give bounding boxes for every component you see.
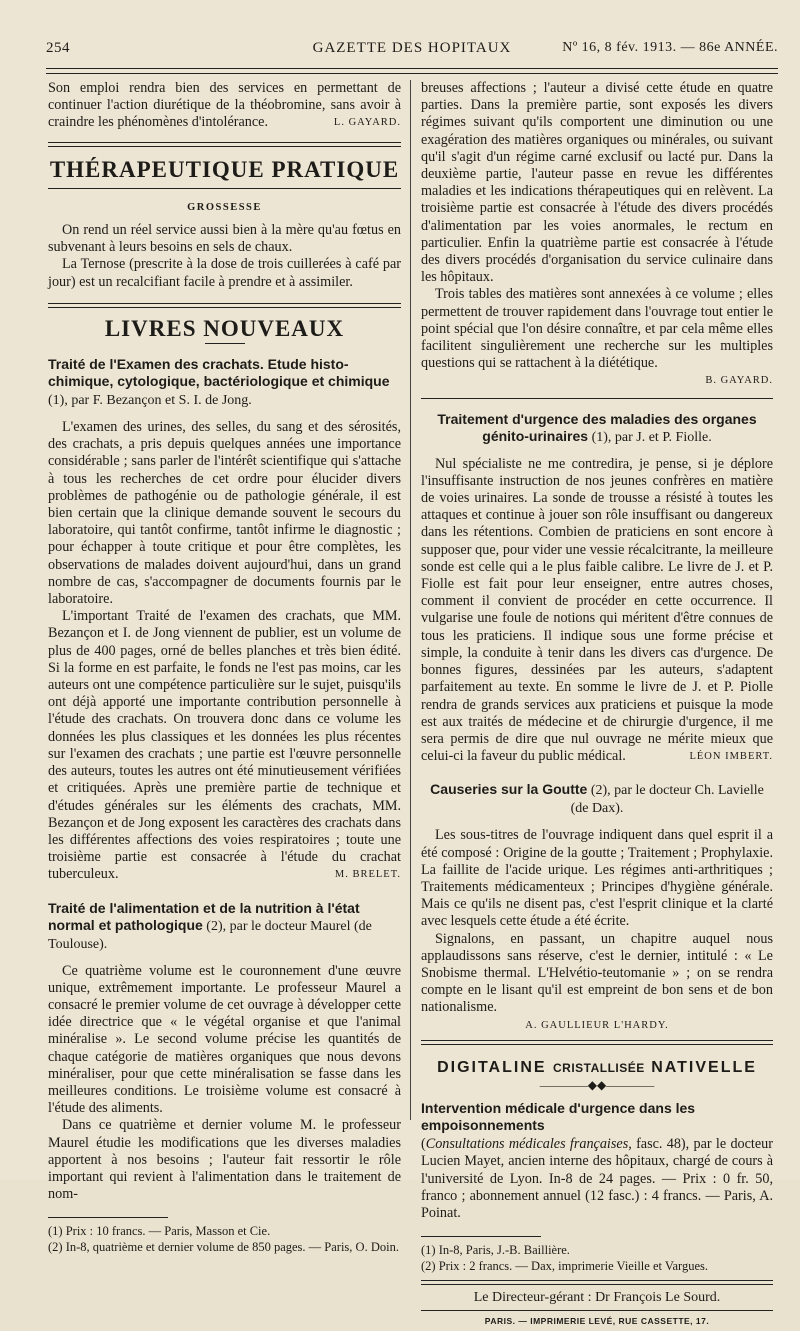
- continuation-paragraph-1: breuses affections ; l'auteur a divisé cette étude en quatre parties. Dans la première partie, sont exposés les divers régimes suivant qu'ils comportent une diminution ou une exagération des matières organiques ou minérales, ou suivant qu'il s'agit d'un régime carné exclusif ou lacté pur. Dans la deuxième partie, l'auteur passe en revue les différentes maladies et les indications thérapeutiques qui en relèvent. La troisième partie est consacrée à l'étude des divers procédés d'alimentation par les voies anormales, le rectum en particulier. Enfin la quatrième partie est consacrée à l'étude des divers procédés d'organisation du service culinaire dans les hôpitaux.: [421, 80, 773, 286]
- empoisonnements-paragraph: (Consultations médicales françaises, fasc. 48), par le docteur Lucien Mayet, ancien interne des hôpitaux, chargé de cours à l'université de Lyon. In-8 de 24 pages. — Prix : 0 fr. 50, franco ; abonnement annuel (12 fasc.) : 4 francs. — Paris, A. Poinat.: [421, 1136, 773, 1221]
- crachats-paragraph-2: L'important Traité de l'examen des crachats, que MM. Bezançon et I. de Jong viennent de publier, est un volume de plus de 400 pages, orné de belles planches et très bien édité. Si la forme en est parfaite, le fonds ne l'est pas moins, car les auteurs ont une compétence particulière sur le sujet, puisqu'ils ont déjà apporté une importante contribution personnelle à l'étude des crachats. On trouvera donc dans ce volume les données les plus classiques et les données les plus récentes sur l'examen des crachats ; une partie est l'œuvre personnelle des auteurs, toutes les autres ont été minutieusement vérifiées et critiquées. Après une première partie de technique et d'études générales sur les éléments des crachats, MM. Bezançon et de Jong exposent les caractères des crachats dans les différentes affections des voies respiratoires ; toute une troisième partie est consacrée à l'étude du crachat tuberculeux. M. BRELET.: [48, 608, 401, 883]
- livres-rule: [48, 303, 401, 308]
- gerant-rule: [421, 1280, 773, 1285]
- right-footnotes: [421, 1243, 773, 1274]
- crachats-paragraph-1: L'examen des urines, des selles, du sang et des sérosités, des crachats, a pris depuis quelques années une importance considérable ; sans parler de l'intérêt scientifique qui s'attache à tous les recherches de cet ordre pour élucider divers problèmes de pathogénie ou de pathologie générale, il est bien certain que la clinique demande souvent le secours du laboratoire, qui tantôt confirme, tantôt infirme le diagnostic ; pour échapper à toute critique et pour être complètes, les observations de malades doivent aujourd'hui, dans un grand nombre de cas, s'accompagner de documents fournis par le laboratoire.: [48, 419, 401, 608]
- running-head: [46, 40, 778, 60]
- therapeutique-paragraph-2: La Ternose (prescrite à la dose de trois cuillerées à café par jour) est un recalcifiant facile à prendre et à assimiler.: [48, 256, 401, 290]
- banner-rule: [421, 1040, 773, 1045]
- issue-info: Nº 16, 8 fév. 1913. — 86e ANNÉE.: [562, 40, 778, 55]
- printer-rule: [421, 1310, 773, 1311]
- printer-line: PARIS. — IMPRIMERIE LEVÉ, RUE CASSETTE, 17.: [484, 1316, 710, 1327]
- column-divider: [410, 80, 411, 1120]
- livres-short-rule: [205, 343, 245, 344]
- therapeutique-paragraph-1: On rend un réel service aussi bien à la mère qu'au fœtus en subvenant à leurs besoins en sels de chaux.: [48, 222, 401, 256]
- page-number: 254: [46, 40, 70, 56]
- right-footnote-1: (1) In-8, Paris, J.-B. Baillière.: [421, 1243, 570, 1258]
- crachats-signature: M. BRELET.: [334, 869, 401, 881]
- intro-text: Son emploi rendra bien des services en permettant de continuer l'action diurétique de la théobromine, sans avoir à craindre les phénomènes d'intolérance. L. GAYARD.: [48, 80, 401, 131]
- grossesse-subhead: GROSSESSE: [187, 201, 262, 213]
- left-footnotes: [48, 1224, 401, 1255]
- section-rule: [48, 142, 401, 147]
- therapeutique-title: THÉRAPEUTIQUE PRATIQUE: [49, 156, 400, 182]
- right-footnote-rule: [421, 1236, 541, 1237]
- urgence-signature: LÉON IMBERT.: [689, 751, 773, 763]
- alimentation-paragraph-1: Ce quatrième volume est le couronnement d'une œuvre unique, extrêmement importante. Le professeur Maurel a consacré le premier volume de cet ouvrage à développer cette idée directrice que « le végétal organise et que l'animal minéralise ». Le second volume précise les quantités de chaque catégorie de matières organiques que nous devons minéraliser, pour que cette minéralisation se fasse dans les meilleures conditions. Le troisième volume est consacré à l'étude des aliments.: [48, 962, 401, 1117]
- left-footnote-2: (2) In-8, quatrième et dernier volume de 850 pages. — Paris, O. Doin.: [48, 1239, 399, 1254]
- book-title-urgence: Traitement d'urgence des maladies des organes génito-urinaires (1), par J. et P. Fiolle.: [437, 410, 757, 445]
- livres-title: LIVRES NOUVEAUX: [104, 315, 345, 341]
- continuation-paragraph-2: Trois tables des matières sont annexées à ce volume ; elles permettent de trouver rapidement dans l'ouvrage tout entier le point spécial que l'on désire connaître, et par cela même elles facilitent singulièrement une recherche sur les multiples questions qui se rattachent à la diététique.: [421, 286, 773, 372]
- directeur-gerant: Le Directeur-gérant : Dr François Le Sourd.: [473, 1290, 721, 1306]
- right-footnote-2: (2) Prix : 2 francs. — Dax, imprimerie Vieille et Vargues.: [421, 1258, 709, 1273]
- footnote-rule: [48, 1217, 168, 1218]
- book-title-crachats: Traité de l'Examen des crachats. Etude histo-chimique, cytologique, bactériologique et chimique (1), par F. Bezançon et S. I. de Jong.: [48, 356, 390, 409]
- book3-rule: [421, 398, 773, 399]
- urgence-paragraph: Nul spécialiste ne me contredira, je pense, si je déplore l'insuffisante instruction de nos jeunes confrères en matière de voies urinaires. La sonde de trousse a résisté à toutes les attaques et continue à jouer son rôle insuffisant ou dangereux dans les rétentions. Combien de praticiens en sont encore à supposer que, pour vider une vessie récalcitrante, la meilleure sonde est celle qui a le plus faible calibre. Le livre de J. et P. Fiolle est fait pour leur enseigner, entre autres choses, comment il convient de procéder en cette occurrence. Il vulgarise une foule de notions qui méritent d'être connues de tous les praticiens. Il indique sous une forme précise et simple, la conduite à tenir dans les divers cas d'urgence. De bonnes figures, dessinées par les auteurs, s'adaptent parfaitement au texte. En somme le livre de J. et P. Piolle rendra de grands services aux praticiens et puisque la mode est aux traités de médecine et de chirurgie d'urgence, il me sera permis de dire que nul ouvrage ne mérite mieux que celui-ci la faveur du public médical. LÉON IMBERT.: [421, 455, 773, 765]
- alimentation-paragraph-2: Dans ce quatrième et dernier volume M. le professeur Maurel étudie les modifications que les diverses maladies apportent à nos besoins ; l'auteur fait ressortir le rôle important qui revient à l'alimentation dans le traitement de nom-: [48, 1117, 401, 1203]
- journal-title: GAZETTE DES HOPITAUX: [312, 40, 512, 56]
- therapeutique-rule: [48, 188, 401, 189]
- banner-ornament: ————◆◆————: [539, 1077, 655, 1092]
- header-rule: [46, 68, 778, 69]
- book-title-alimentation: Traité de l'alimentation et de la nutrition à l'état normal et pathologique (2), par le docteur Maurel (de Toulouse).: [48, 899, 372, 952]
- goutte-paragraph-1: Les sous-titres de l'ouvrage indiquent dans quel esprit il a été composé : Origine de la goutte ; Traitement ; Prophylaxie. La faillite de l'acide urique. Les régimes anti-arthritiques ; Traitements médicamenteux ; Principes d'hygiène générale. Mais ce qu'ils ne disent pas, c'est l'esprit clinique et la clarté avec lesquels cette étude a été écrite.: [421, 827, 773, 930]
- left-footnote-1: (1) Prix : 10 francs. — Paris, Masson et Cie.: [48, 1224, 271, 1239]
- goutte-paragraph-2: Signalons, en passant, un chapitre auquel nous applaudissons sans réserve, c'est le dernier, intitulé : « Le Snobisme thermal. L'Helvétio-teutomanie » ; on se rendra compte en le lisant qu'il est empreint de bon sens et de bon nationalisme.: [421, 930, 773, 1016]
- book-title-goutte: Causeries sur la Goutte (2), par le docteur Ch. Lavielle (de Dax).: [430, 781, 764, 817]
- right-column: [421, 80, 773, 1331]
- book-title-empoisonnements: Intervention médicale d'urgence dans les empoisonnements: [421, 1100, 696, 1134]
- digitaline-banner: DIGITALINE CRISTALLISÉE NATIVELLE: [437, 1058, 757, 1076]
- goutte-signature: A. GAULLIEUR L'HARDY.: [525, 1019, 669, 1031]
- intro-signature: L. GAYARD.: [333, 117, 401, 129]
- left-column: [48, 80, 401, 1255]
- header-rule-lower: [46, 73, 778, 74]
- continuation-signature: B. GAYARD.: [705, 375, 773, 387]
